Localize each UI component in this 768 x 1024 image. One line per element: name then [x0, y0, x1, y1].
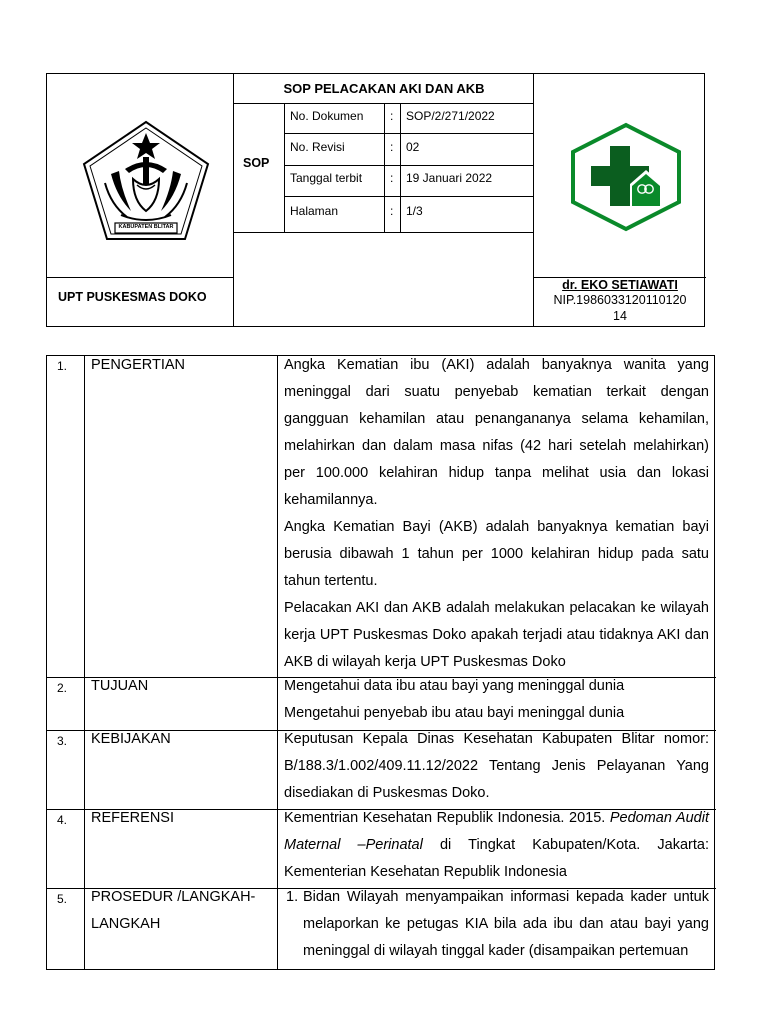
logo-text: KABUPATEN BLITAR	[118, 224, 174, 230]
divider	[233, 74, 234, 326]
section-number: 1.	[57, 359, 68, 373]
revision-value: 02	[406, 140, 420, 154]
step-number: 1.	[286, 889, 299, 905]
section-number: 2.	[57, 681, 68, 695]
doc-number-value: SOP/2/271/2022	[406, 109, 495, 123]
separator: :	[390, 109, 394, 123]
divider	[47, 277, 234, 278]
section-label: TUJUAN	[91, 678, 149, 694]
sop-content-table	[46, 355, 715, 970]
separator: :	[390, 204, 394, 218]
purpose-item: Mengetahui data ibu atau bayi yang meninggal dunia	[284, 678, 625, 694]
section-number: 4.	[57, 813, 68, 827]
sop-title: SOP PELACAKAN AKI DAN AKB	[283, 81, 485, 96]
separator: :	[390, 140, 394, 154]
purpose-item: Mengetahui penyebab ibu atau bayi meninggal dunia	[284, 705, 625, 721]
page-label: Halaman	[290, 204, 339, 218]
divider	[84, 356, 85, 969]
issue-date-label: Tanggal terbit	[290, 171, 363, 185]
section-content	[284, 726, 709, 807]
kabupaten-blitar-logo	[81, 119, 211, 244]
step-text: Bidan Wilayah menyampaikan informasi kepada kader untuk melaporkan ke petugas KIA bila ada ibu dan atau bayi yang meninggal di wilayah tinggal kader (disampaikan pertemuan	[303, 889, 709, 959]
doc-info-grid	[284, 103, 534, 233]
definition-paragraph: Angka Kematian ibu (AKI) adalah banyaknya wanita yang meninggal dari suatu penyebab kematian terkait dengan gangguan kehamilan atau penangananya selama kehamilan, melahirkan dan dalam masa nifas (42 hari setelah melahirkan) per 100.000 kelahiran hidup tanpa melihat usia dan lokasi kehamilannya.	[284, 357, 709, 508]
puskesmas-logo	[569, 122, 683, 232]
doc-number-label: No. Dokumen	[290, 109, 364, 123]
policy-text: Keputusan Kepala Dinas Kesehatan Kabupaten Blitar nomor: B/188.3/1.002/409.11.12/2022 Tentang Jenis Pelayanan Yang disediakan di Puskesmas Doko.	[284, 731, 709, 801]
section-label-line: LANGKAH	[91, 916, 161, 932]
section-label: REFERENSI	[91, 810, 174, 826]
definition-paragraph: Angka Kematian Bayi (AKB) adalah banyaknya kematian bayi berusia dibawah 1 tahun per 1000 kelahiran hidup pada satu tahun tertentu.	[284, 519, 709, 589]
procedure-step	[284, 884, 709, 965]
reference-publisher: di Tingkat Kabupaten/Kota. Jakarta: Kementerian Kesehatan Republik Indonesia	[284, 837, 710, 880]
section-number: 5.	[57, 892, 68, 906]
signer-name: dr. EKO SETIAWATI	[562, 278, 678, 292]
section-label	[91, 884, 255, 938]
reference-title: Pedoman Audit Maternal –Perinatal	[284, 810, 709, 853]
separator: :	[390, 171, 394, 185]
reference-text	[284, 805, 709, 886]
section-label: PENGERTIAN	[91, 357, 186, 373]
definition-paragraph: Pelacakan AKI dan AKB adalah melakukan pelacakan ke wilayah kerja UPT Puskesmas Doko apakah terjadi atau tidaknya AKI dan AKB di wilayah kerja UPT Puskesmas Doko	[284, 600, 709, 670]
section-content	[284, 352, 709, 676]
section-content	[284, 673, 709, 727]
revision-label: No. Revisi	[290, 140, 345, 154]
signer-nip: NIP.1986033120110120	[553, 293, 687, 307]
sop-header-table	[46, 73, 705, 327]
section-label-line: PROSEDUR /LANGKAH-	[91, 889, 256, 905]
section-number: 3.	[57, 734, 68, 748]
page-value: 1/3	[406, 204, 423, 218]
signer-nip-continued: 14	[613, 309, 627, 323]
divider	[277, 356, 278, 969]
org-name: UPT PUSKESMAS DOKO	[58, 290, 207, 304]
reference-source: Kementrian Kesehatan Republik Indonesia. 2015.	[284, 810, 606, 826]
sop-label: SOP	[243, 156, 270, 170]
issue-date-value: 19 Januari 2022	[406, 171, 493, 185]
section-label: KEBIJAKAN	[91, 731, 171, 747]
